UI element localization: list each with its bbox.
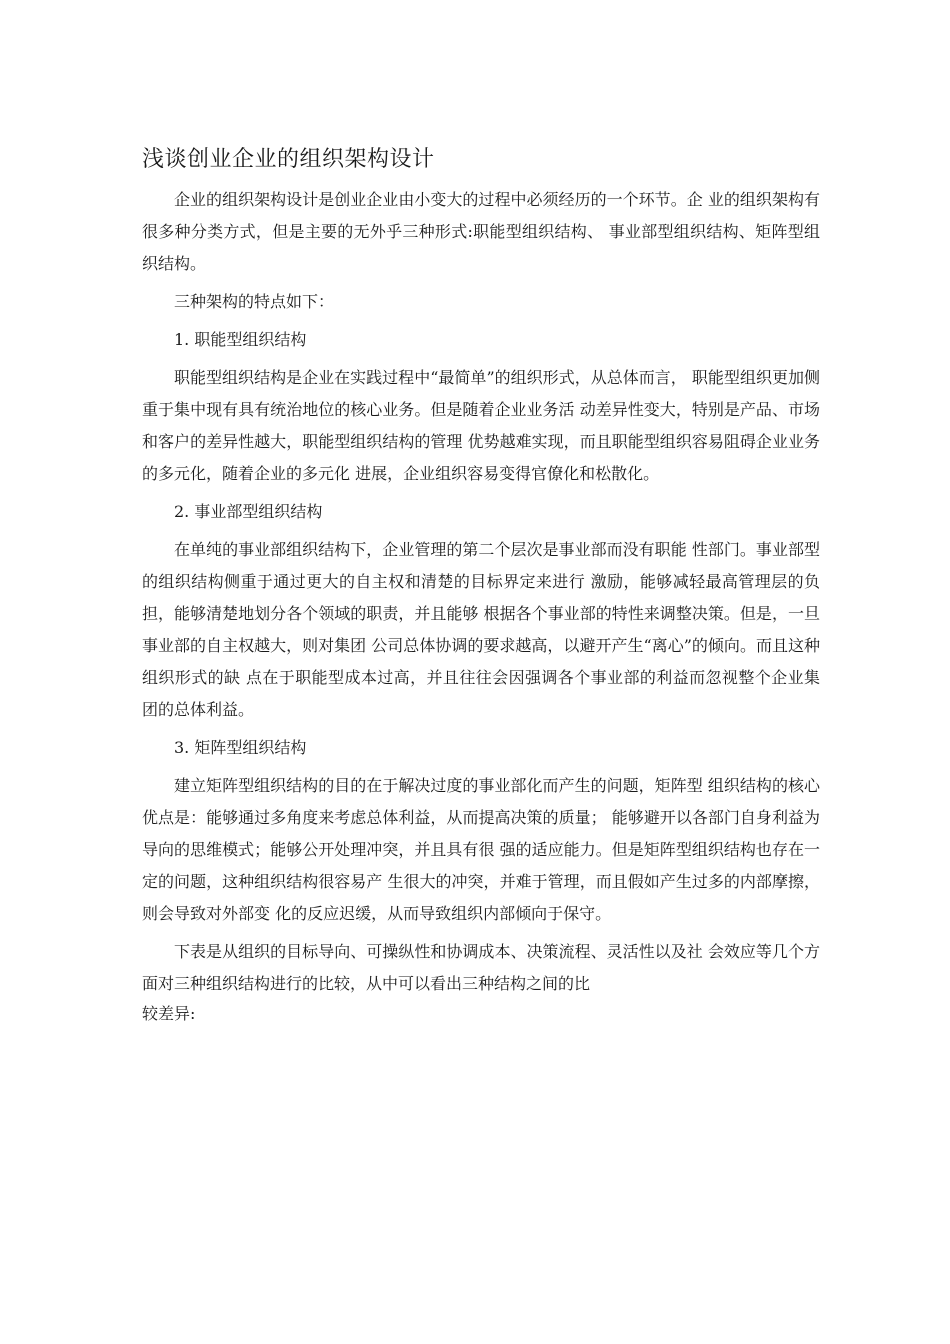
section-heading-functional: 1. 职能型组织结构 — [174, 330, 307, 349]
document-title: 浅谈创业企业的组织架构设计 — [142, 147, 435, 172]
comparison-tail: 较差异: — [142, 1004, 196, 1023]
section-body-matrix: 建立矩阵型组织结构的目的在于解决过度的事业部化而产生的问题，矩阵型 组织结构的核心优点是：能够通过多角度来考虑总体利益，从而提高决策的质量； 能够避开以各部门自身利益为导向的思维模式；能够公开处理冲突，并且具有很 强的适应能力。但是矩阵型组织结构也存在一定的问题，这种组织结构很容易产 生很大的冲突，并难于管理，而且假如产生过多的内部摩擦，则会导致对外部变 化的反应迟缓，从而导致组织内部倾向于保守。 — [142, 776, 820, 923]
intro-paragraph: 企业的组织架构设计是创业企业由小变大的过程中必须经历的一个环节。企 业的组织架构有很多种分类方式，但是主要的无外乎三种形式:职能型组织结构、 事业部型组织结构、矩阵型组织结构。 — [142, 190, 820, 273]
section-body-divisional: 在单纯的事业部组织结构下，企业管理的第二个层次是事业部而没有职能 性部门。事业部型的组织结构侧重于通过更大的自主权和清楚的目标界定来进行 激励，能够减轻最高管理层的负担，能够清楚地划分各个领域的职责，并且能够 根据各个事业部的特性来调整决策。但是，一旦事业部的自主权越大，则对集团 公司总体协调的要求越高，以避开产生“离心”的倾向。而且这种组织形式的缺 点在于职能型成本过高，并且往往会因强调各个事业部的利益而忽视整个企业集 团的总体利益。 — [142, 540, 820, 719]
features-intro: 三种架构的特点如下： — [174, 292, 335, 311]
comparison-paragraph: 下表是从组织的目标导向、可操纵性和协调成本、决策流程、灵活性以及社 会效应等几个方面对三种组织结构进行的比较，从中可以看出三种结构之间的比 — [142, 942, 820, 993]
section-heading-matrix: 3. 矩阵型组织结构 — [174, 738, 307, 757]
section-heading-divisional: 2. 事业部型组织结构 — [174, 502, 323, 521]
document-page — [142, 140, 820, 1028]
section-body-functional: 职能型组织结构是企业在实践过程中“最简单”的组织形式，从总体而言， 职能型组织更加侧重于集中现有具有统治地位的核心业务。但是随着企业业务活 动差异性变大，特别是产品、市场和客户的差异性越大，职能型组织结构的管理 优势越难实现，而且职能型组织容易阻碍企业业务的多元化，随着企业的多元化 进展，企业组织容易变得官僚化和松散化。 — [142, 368, 820, 483]
